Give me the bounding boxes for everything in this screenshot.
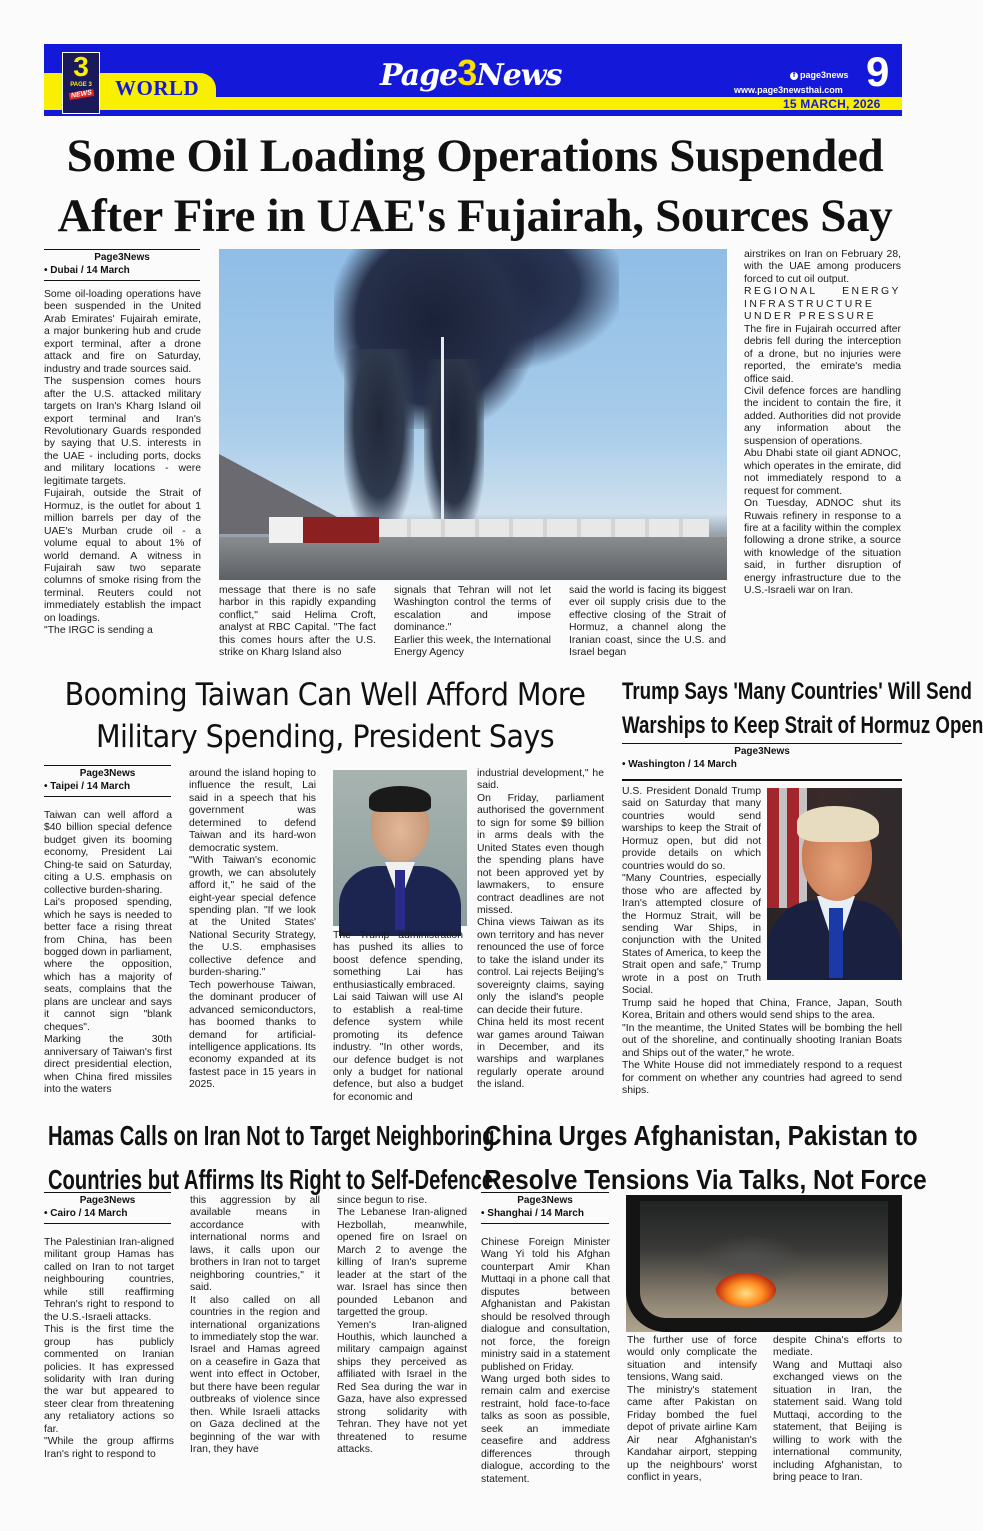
paragraph: On Friday, parliament authorised the government to sign for some $9 billion in arms deals with the United States even though the spending plans have not been approved yet by lawmakers, to ensure contract deadlines are not missed. <box>477 792 604 916</box>
page-number: 9 <box>866 48 890 95</box>
paragraph: this aggression by all available means in accordance with international norms and laws, it calls upon our brothers in Iran not to target neighboring countries," it said. <box>190 1195 320 1294</box>
paragraph: "The IRGC is sending a <box>44 625 153 637</box>
taiwan-column-1 <box>44 810 172 1096</box>
paragraph: Trump said he hoped that China, France, Japan, South Korea, Britain and others would send ships to the area. <box>622 998 902 1022</box>
china-headline <box>484 1114 927 1202</box>
lead-column-4 <box>569 585 726 660</box>
hamas-column-2 <box>190 1195 320 1457</box>
paragraph: since begun to rise. <box>337 1195 428 1206</box>
brand-prefix: Page <box>380 58 458 93</box>
hamas-byline <box>44 1192 171 1224</box>
paragraph: message that there is no safe harbor in this rapidly expanding conflict," said Helima Croft, analyst at RBC Capital. "The fact this comes hours after the U.S. strike on Kharg Island also <box>219 585 376 659</box>
trump-column-wide <box>622 998 902 1098</box>
byline-source: Page3News <box>517 1195 573 1206</box>
masthead-bottom-rule <box>44 111 902 116</box>
paragraph: The ministry's statement came after Pakistan on Friday bombed the fuel depot of private airline Kam Air near Afghanistan's Kandahar airport, stepping up the neighbours' worst conflict in years, <box>627 1384 757 1483</box>
paragraph: The Trump administration has pushed its allies to boost defence spending, something Lai has enthusiastically embraced. <box>333 930 463 991</box>
paragraph: The White House did not immediately respond to a request for comment on whether any countries had agreed to send ships. <box>622 1060 902 1097</box>
paragraph: It also called on all countries in the region and international organizations to immediately stop the war. <box>190 1294 320 1343</box>
taiwan-column-4 <box>477 768 604 1092</box>
china-column-3 <box>773 1335 902 1484</box>
byline-source: Page3News <box>94 252 150 263</box>
paragraph: The Palestinian Iran-aligned militant group Hamas has called on Iran to not target neighbouring countries, while still reaffirming Tehran's right to respond to the U.S.-Israeli attacks. <box>44 1237 174 1323</box>
paragraph: The fire in Fujairah occurred after debris fell during the interception of a drone, but no injuries were reported, the emirate's media office said. <box>744 323 901 385</box>
paragraph: China held its most recent war games around Taiwan in December, and its warships and warplanes regularly operate around the island. <box>477 1017 604 1091</box>
lai-ching-te-portrait <box>333 770 467 926</box>
trump-headline <box>622 675 983 743</box>
paragraph: China views Taiwan as its own territory and has never renounced the use of force to take the island under its control. Lai rejects Beijing's sovereignty claims, saying only the island's people can decide their future. <box>477 917 604 1016</box>
paragraph: airstrikes on Iran on February 28, with the UAE among producers forced to cut oil output. <box>744 249 901 285</box>
china-headline-line2: Resolve Tensions Via Talks, Not Force <box>484 1164 927 1195</box>
paragraph: "In the meantime, the United States will be bombing the hell out of the shoreline, and continually shooting Iranian Boats and Ships out of the water," he wrote. <box>622 1022 902 1059</box>
paragraph: Fujairah, outside the Strait of Hormuz, is the outlet for about 1 million barrels per day of the UAE's Murban crude oil - a volume equal to about 1% of world demand. A witness in Fujairah saw two separate columns of smoke rising from the terminal. Reuters could not immediately establish the impact on loadings. <box>44 488 201 624</box>
subhead: REGIONAL ENERGY INFRASTRUCTURE UNDER PRESSURE <box>744 286 901 323</box>
paragraph: "While the group affirms Iran's right to respond to <box>44 1436 174 1460</box>
paragraph: Tech powerhouse Taiwan, the dominant producer of advanced semiconductors, has boomed thanks to demand for artificial-intelligence applications. Its economy expanded at its fastest pace in 15 years in 2025. <box>189 979 316 1091</box>
paragraph: The Lebanese Iran-aligned Hezbollah, meanwhile, opened fire on Israel on March 2 to avenge the killing of Iran's supreme leader at the start of the war. Israel has since then pounded Lebanon and targetted the group. <box>337 1207 467 1319</box>
kandahar-fire-photo <box>626 1195 902 1332</box>
byline-location: • Washington / 14 March <box>622 759 737 770</box>
paragraph: This is the first time the group has publicly commented on Iranian policies. It has expressed solidarity with Iran during the war but appeared to steer clear from threatening any retaliatory actions so far. <box>44 1324 174 1435</box>
facebook-text: page3news <box>800 70 849 80</box>
page3-logo <box>62 52 100 114</box>
trump-headline-line2: Warships to Keep Strait of Hormuz Open <box>622 712 983 739</box>
paragraph: Wang and Muttaqi also exchanged views on the situation in Iran, the statement said. Wang told Muttaqi, according to the statement, that Beijing is willing to work with the international community, including Afghanistan, to bring peace to Iran. <box>773 1359 902 1483</box>
paragraph: Marking the 30th anniversary of Taiwan's first direct presidential election, when China fired missiles into the waters <box>44 1034 172 1095</box>
china-headline-line1: China Urges Afghanistan, Pakistan to <box>484 1120 918 1151</box>
paragraph: Yemen's Iran-aligned Houthis, which launched a military campaign against ships they perceived as affiliated with Israel in the Red Sea during the war in Gaza, have also expressed strong solidarity with Tehran. They have not yet threatened to resume attacks. <box>337 1319 467 1456</box>
taiwan-headline-line1: Booming Taiwan Can Well Afford More <box>64 677 586 713</box>
lead-headline-line2: After Fire in UAE's Fujairah, Sources Say <box>57 190 893 242</box>
paragraph: "Many Countries, especially those who are affected by Iran's attempted closure of the Hormuz Strait, will be sending War Ships, in conjunction with the United States of America, to keep the Strait open and safe," Trump wrote in a post on Truth Social. <box>622 873 761 997</box>
donald-trump-portrait <box>767 788 902 974</box>
trump-headline-line1: Trump Says 'Many Countries' Will Send <box>622 678 972 705</box>
byline-location: • Taipei / 14 March <box>44 781 131 792</box>
logo-number: 3 <box>73 51 89 82</box>
lead-column-2 <box>219 585 376 660</box>
taiwan-byline <box>44 765 171 797</box>
taiwan-headline <box>63 674 587 758</box>
paragraph: signals that Tehran will not let Washington control the terms of escalation and impose dominance." <box>394 585 551 634</box>
paragraph: Some oil-loading operations have been suspended in the United Arab Emirates' Fujairah emirate, a major bunkering hub and crude export terminal, after a drone attack and fire on Saturday, industry and trade sources said. <box>44 289 201 375</box>
byline-source: Page3News <box>79 768 136 779</box>
taiwan-column-3 <box>333 930 463 1104</box>
byline-location: • Shanghai / 14 March <box>481 1208 584 1219</box>
divider-rule <box>622 779 902 781</box>
china-byline <box>481 1192 609 1224</box>
paragraph: "With Taiwan's economic growth, we can absolutely afford it," he said of the eight-year special defence spending plan. "If we look at the United States' National Security Strategy, the U.S. emphasises collective defence and burden-sharing." <box>189 855 316 979</box>
logo-badge: NEWS <box>70 89 92 100</box>
brand-number: 3 <box>457 52 477 93</box>
lead-column-3 <box>394 585 551 660</box>
byline-source: Page3News <box>79 1195 136 1206</box>
lead-headline-line1: Some Oil Loading Operations Suspended <box>66 130 884 182</box>
trump-byline <box>622 743 902 774</box>
facebook-icon: f <box>790 72 798 80</box>
paragraph: despite China's efforts to mediate. <box>773 1335 902 1359</box>
paragraph: Earlier this week, the International Energy Agency <box>394 634 551 659</box>
byline-location: • Dubai / 14 March <box>44 265 130 276</box>
lead-column-1 <box>44 289 201 638</box>
facebook-handle[interactable] <box>790 70 849 80</box>
paragraph: The further use of force would only complicate the situation and intensify tensions, Wang said. <box>627 1335 757 1384</box>
paragraph: Wang urged both sides to remain calm and exercise restraint, hold face-to-face talks as soon as possible, seek an immediate ceasefire and address differences through dialogue, according to the statement. <box>481 1373 610 1485</box>
paragraph: U.S. President Donald Trump said on Saturday that many countries would send warships to keep the Strait of Hormuz open, but did not provide details on which countries would do so. <box>622 786 761 872</box>
paragraph: Lai's proposed spending, which he says is needed to better face a rising threat from China, has been bogged down in parliament, where the opposition, which has a majority of seats, complains that the plans are unclear and says it cannot sign "blank cheques". <box>44 897 172 1033</box>
byline-location: • Cairo / 14 March <box>44 1208 128 1219</box>
paragraph: Israel and Hamas agreed on a ceasefire in Gaza that went into effect in October, but there have been regular outbreaks of violence since then. While Israeli attacks on Gaza declined at the beginning of the war with Iran, they have <box>190 1344 320 1456</box>
lead-headline <box>40 126 910 246</box>
taiwan-headline-line2: Military Spending, President Says <box>95 719 555 755</box>
fujairah-smoke-photo <box>219 249 727 580</box>
brand-suffix: News <box>476 58 562 93</box>
paragraph: around the island hoping to influence the result, Lai said in a speech that his government was determined to defend Taiwan and its hard-won democratic system. <box>189 768 316 854</box>
hamas-headline <box>48 1114 495 1202</box>
trump-column-narrow <box>622 786 761 998</box>
issue-date: 15 MARCH, 2026 <box>783 97 881 111</box>
paragraph: industrial development," he said. <box>477 768 604 792</box>
paragraph: Civil defence forces are handling the incident to contain the fire, it added. Authorities did not provide any information about the suspension of operations. <box>744 385 901 447</box>
china-column-1 <box>481 1237 610 1486</box>
taiwan-column-2 <box>189 768 316 1092</box>
china-column-2 <box>627 1335 757 1484</box>
paragraph: The suspension comes hours after the U.S. attacked military targets on Iran's Kharg Island oil export terminal and Iran's Revolutionary Guards responded by saying that U.S. interests in the UAE - including ports, docks and military locations - were legitimate targets. <box>44 376 201 487</box>
hamas-headline-line1: Hamas Calls on Iran Not to Target Neighboring <box>48 1120 495 1151</box>
hamas-column-1 <box>44 1237 174 1461</box>
section-label: WORLD <box>115 76 200 100</box>
lead-byline <box>44 249 200 281</box>
brand-wordmark <box>380 52 580 94</box>
logo-label: PAGE 3 <box>70 82 92 88</box>
hamas-headline-line2: Countries but Affirms Its Right to Self-Defence <box>48 1164 494 1195</box>
paragraph: On Tuesday, ADNOC shut its Ruwais refinery in response to a fire at a facility within the complex following a drone strike, a source with knowledge of the situation said, in further disruption of energy infrastructure due to the U.S.-Israeli war on Iran. <box>744 498 901 597</box>
paragraph: Lai said Taiwan will use AI to establish a real-time defence system while promoting its defence industry. "In other words, our defence budget is not only a budget for national defence, but also a budget for economic and <box>333 992 463 1103</box>
lead-column-5 <box>744 249 901 598</box>
website-link[interactable]: www.page3newsthai.com <box>734 85 843 95</box>
paragraph: Abu Dhabi state oil giant ADNOC, which operates in the emirate, did not immediately respond to a request for comment. <box>744 448 901 497</box>
paragraph: Taiwan can well afford a $40 billion special defence budget given its booming economy, President Lai Ching-te said on Saturday, citing a U.S. emphasis on collective burden-sharing. <box>44 810 172 896</box>
hamas-column-3 <box>337 1195 467 1457</box>
byline-source: Page3News <box>734 746 790 757</box>
paragraph: Chinese Foreign Minister Wang Yi told his Afghan counterpart Amir Khan Muttaqi in a phone call that disputes between Afghanistan and Pakistan should be resolved through dialogue and consultation, not force, the foreign ministry said in a statement published on Friday. <box>481 1237 610 1373</box>
paragraph: said the world is facing its biggest ever oil supply crisis due to the effective closing of the Strait of Hormuz, a channel along the Iranian coast, since the U.S. and Israel began <box>569 585 726 659</box>
